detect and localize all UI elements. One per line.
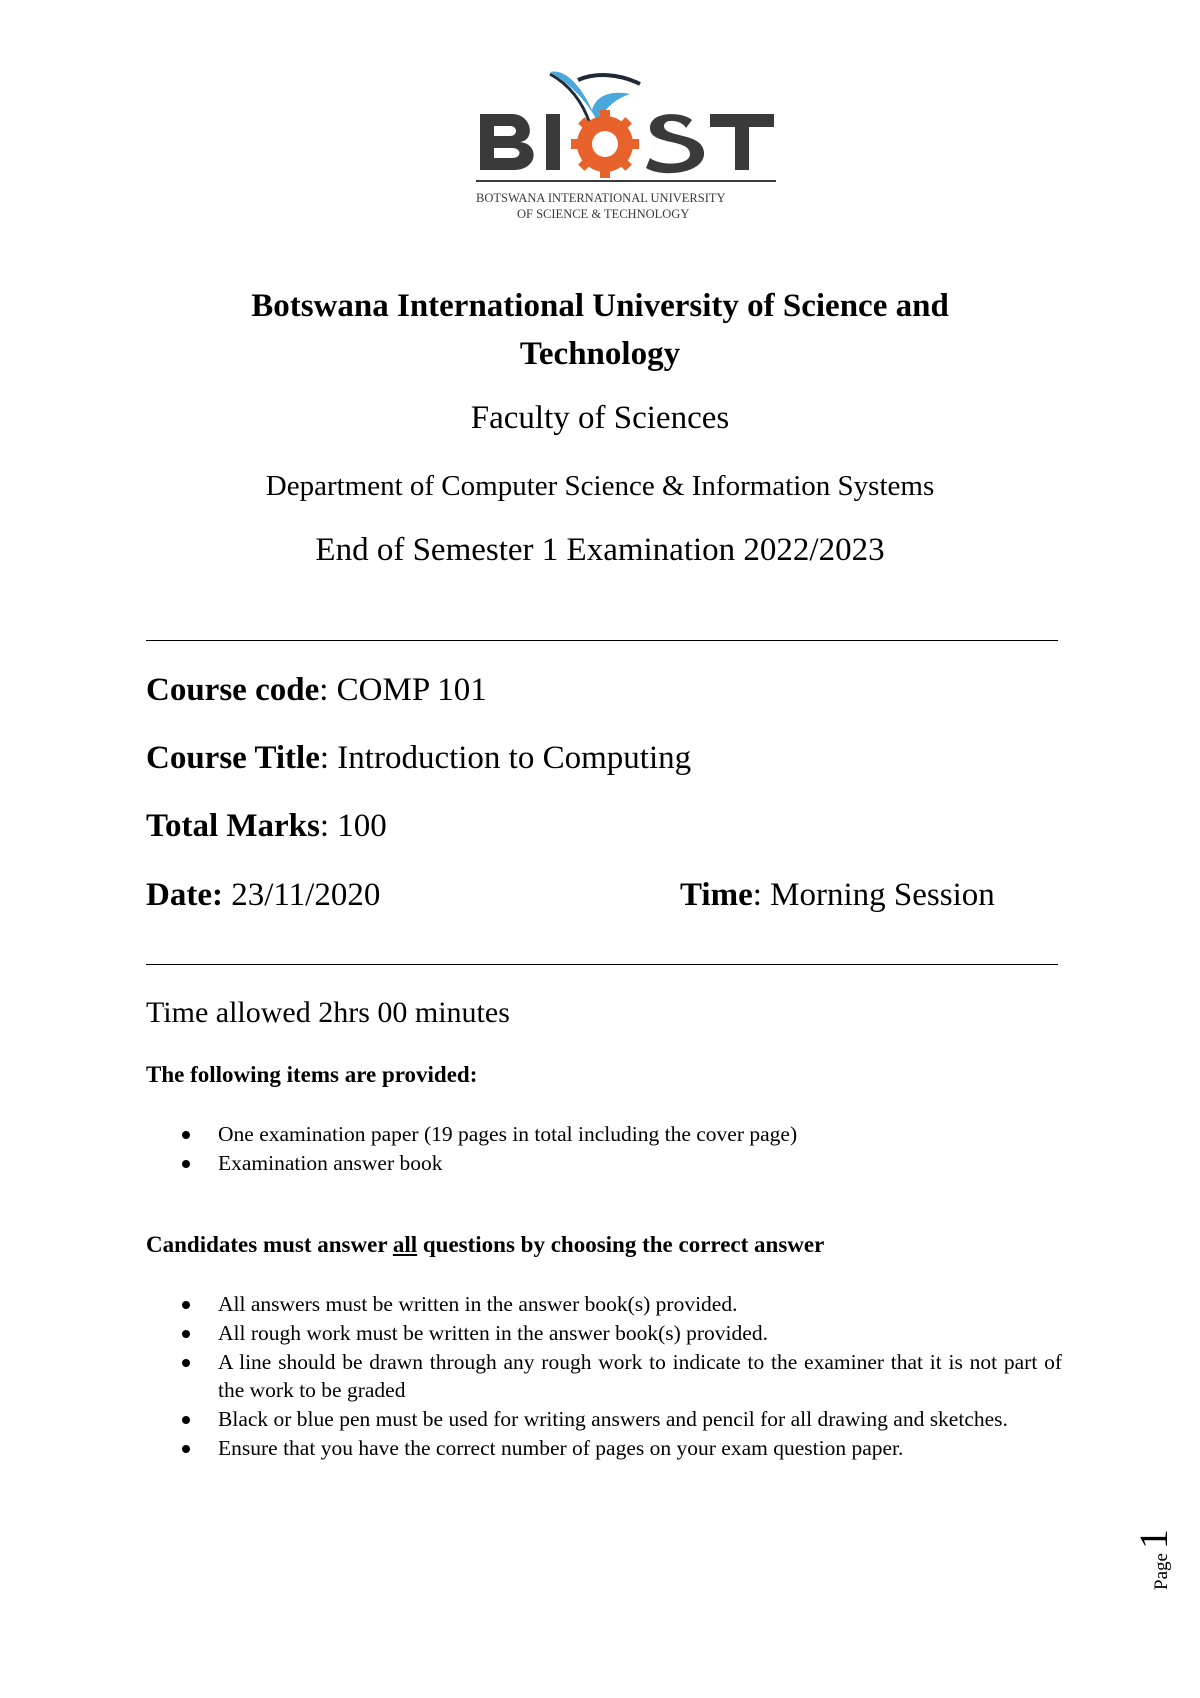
course-title-field: [146, 740, 691, 777]
course-code-field: [146, 672, 487, 709]
list-item: [146, 1405, 1062, 1433]
logo-caption-line2: OF SCIENCE & TECHNOLOGY: [517, 207, 690, 221]
date-label: Date:: [146, 877, 223, 913]
bullet-icon: [182, 1330, 190, 1338]
list-item-text: Examination answer book: [218, 1151, 443, 1175]
date-field: [146, 877, 380, 914]
divider-bottom: [146, 964, 1058, 965]
divider-top: [146, 640, 1058, 641]
provided-list: [146, 1120, 1062, 1178]
time-allowed: Time allowed 2hrs 00 minutes: [146, 996, 510, 1029]
list-item: [146, 1149, 1062, 1177]
page-label: Page: [1151, 1553, 1172, 1590]
course-code-label: Course code: [146, 672, 320, 708]
list-item: [146, 1348, 1062, 1404]
list-item: [146, 1120, 1062, 1148]
instructions-heading-end: questions by choosing the correct answer: [417, 1232, 825, 1257]
total-marks-value: : 100: [319, 808, 387, 844]
bullet-icon: [182, 1416, 190, 1424]
time-value: : Morning Session: [752, 877, 995, 913]
list-item-text: One examination paper (19 pages in total including the cover page): [218, 1122, 798, 1146]
total-marks-label: Total Marks: [146, 808, 320, 844]
course-title-value: : Introduction to Computing: [319, 740, 692, 776]
list-item-text: Ensure that you have the correct number of pages on your exam question paper.: [218, 1436, 904, 1460]
instructions-heading-emphasis: all: [392, 1232, 418, 1257]
list-item-text: A line should be drawn through any rough work to indicate to the examiner that it is not part of the work to be graded: [218, 1350, 1062, 1402]
date-value: 23/11/2020: [222, 877, 381, 913]
list-item: [146, 1319, 1062, 1347]
faculty-name: Faculty of Sciences: [470, 400, 730, 436]
biust-logo-graphic: [470, 70, 790, 192]
bullet-icon: [182, 1160, 190, 1168]
exam-title: End of Semester 1 Examination 2022/2023: [315, 532, 885, 568]
bullet-icon: [182, 1445, 190, 1453]
biust-logo: [470, 70, 790, 230]
university-name-line1: Botswana International University of Science and: [251, 288, 949, 324]
logo-caption-line1: BOTSWANA INTERNATIONAL UNIVERSITY: [476, 191, 726, 205]
page-number-rotated: [1130, 1529, 1177, 1590]
instructions-heading-start: Candidates must answer: [146, 1232, 393, 1257]
list-item-text: All rough work must be written in the answer book(s) provided.: [218, 1321, 768, 1345]
total-marks-field: [146, 808, 387, 845]
course-title-label: Course Title: [146, 740, 320, 776]
university-name: [0, 282, 1200, 378]
list-item: [146, 1290, 1062, 1318]
list-item-text: All answers must be written in the answer book(s) provided.: [218, 1292, 738, 1316]
page-number-value: 1: [1131, 1529, 1176, 1550]
bullet-icon: [182, 1131, 190, 1139]
list-item: [146, 1434, 1062, 1462]
time-label: Time: [680, 877, 753, 913]
instructions-list: [146, 1290, 1062, 1463]
instructions-heading: [146, 1232, 824, 1258]
course-code-value: : COMP 101: [319, 672, 487, 708]
list-item-text: Black or blue pen must be used for writing answers and pencil for all drawing and sketches.: [218, 1407, 1008, 1431]
department-name: Department of Computer Science & Information Systems: [265, 470, 935, 502]
page-number: [1130, 1500, 1190, 1590]
bullet-icon: [182, 1301, 190, 1309]
provided-heading: The following items are provided:: [146, 1062, 478, 1087]
bullet-icon: [182, 1359, 190, 1367]
university-name-line2: Technology: [519, 336, 681, 372]
time-field: [680, 877, 995, 914]
